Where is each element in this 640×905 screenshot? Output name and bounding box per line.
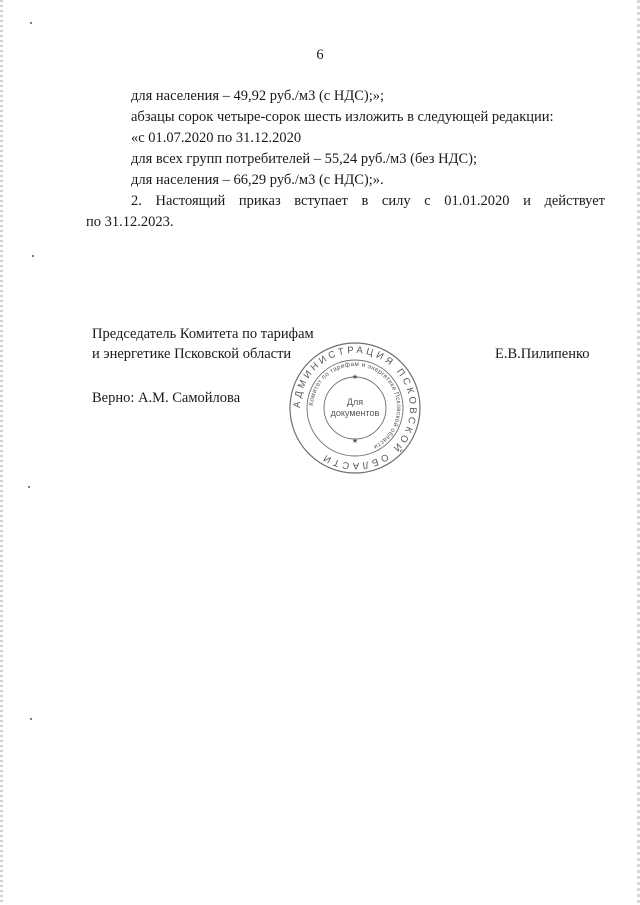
signer-position-line-2: и энергетике Псковской области	[92, 346, 292, 362]
scan-speck	[30, 718, 32, 720]
stamp-star-icon: ★	[351, 437, 359, 445]
stamp-center-line-2: документов	[330, 408, 380, 418]
stamp-inner-text: Комитет по тарифам и энергетике Псковской области	[308, 360, 403, 451]
body-line-1: для населения – 49,92 руб./м3 (с НДС);»;	[131, 88, 385, 104]
scan-edge-left	[0, 0, 3, 905]
verified-by: Верно: А.М. Самойлова	[92, 390, 241, 406]
body-line-4: для всех групп потребителей – 55,24 руб./м3 (без НДС);	[131, 151, 477, 167]
clause-2-line-2: по 31.12.2023.	[86, 214, 174, 230]
body-line-3: «с 01.07.2020 по 31.12.2020	[131, 130, 302, 146]
body-line-2: абзацы сорок четыре-сорок шесть изложить в следующей редакции:	[131, 109, 554, 125]
clause-2-line-1: 2. Настоящий приказ вступает в силу с 01.01.2020 и действует	[131, 193, 605, 209]
scan-speck	[32, 255, 34, 257]
stamp-center-line-1: Для	[346, 397, 364, 407]
official-stamp	[288, 341, 422, 475]
signer-position-line-1: Председатель Комитета по тарифам	[92, 326, 314, 342]
stamp-star-icon: ★	[351, 373, 359, 381]
scan-speck	[28, 486, 30, 488]
stamp-outer-text: АДМИНИСТРАЦИЯ ПСКОВСКОЙ ОБЛАСТИ	[291, 344, 419, 472]
scan-speck	[30, 22, 32, 24]
body-line-5: для населения – 66,29 руб./м3 (с НДС);».	[131, 172, 384, 188]
page-number: 6	[316, 47, 324, 63]
signer-name: Е.В.Пилипенко	[495, 346, 590, 362]
